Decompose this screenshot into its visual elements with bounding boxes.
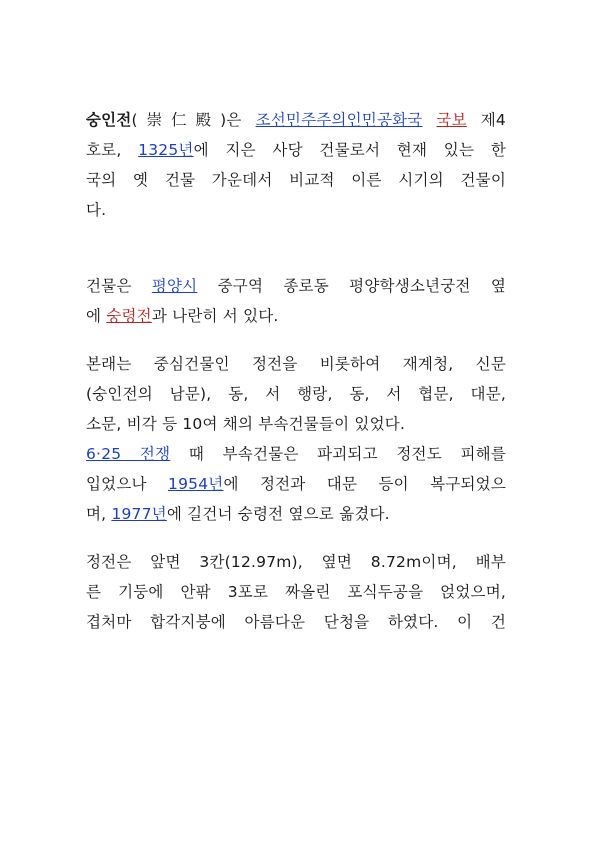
text-fragment: 에 정전과 대문 등이 복구되었으 (223, 475, 506, 493)
text-line (86, 135, 506, 165)
text-line: 소문, 비각 등 10여 채의 부속건물들이 있었다. (86, 415, 406, 433)
text-line (86, 439, 506, 469)
title-term: 숭인전 (86, 111, 132, 129)
text-line (86, 469, 506, 499)
paragraph-location (86, 271, 506, 331)
title-hanja: (崇仁殿)은 (131, 111, 256, 129)
text-fragment: 제4 (466, 111, 506, 129)
link-pyongyang[interactable]: 평양시 (151, 277, 198, 295)
paragraph-spacer (86, 529, 506, 547)
document-page (86, 105, 506, 637)
text-fragment: 중구역 종로동 평양학생소년궁전 옆 (197, 277, 506, 295)
text-line (86, 499, 506, 529)
text-line: 른 기둥에 안팎 3포로 짜올린 포식두공을 얹었으며, (86, 583, 506, 601)
text-line: 겹처마 합각지붕에 아름다운 단청을 하였다. 이 건 (86, 613, 506, 631)
text-fragment: 에 길건너 숭령전 옆으로 옮겼다. (166, 505, 390, 523)
text-fragment: 에 (86, 307, 107, 325)
text-line (86, 271, 506, 301)
text-line: 본래는 중심건물인 정전을 비롯하여 재계청, 신문 (86, 355, 506, 373)
text-fragment: 입었으나 (86, 475, 169, 493)
text-line: 다. (86, 201, 107, 219)
text-line: 정전은 앞면 3칸(12.97m), 옆면 8.72m이며, 배부 (86, 553, 506, 571)
link-year-1954[interactable]: 1954년 (168, 475, 224, 493)
text-space (422, 111, 436, 129)
link-sungnyongjon[interactable]: 숭령전 (106, 307, 152, 325)
paragraph-structure (86, 547, 506, 637)
text-fragment: 과 나란히 서 있다. (151, 307, 279, 325)
paragraph-spacer (86, 225, 506, 271)
text-fragment: 며, (86, 505, 112, 523)
text-line: 국의 옛 건물 가운데서 비교적 이른 시기의 건물이 (86, 171, 506, 189)
paragraph-history (86, 349, 506, 529)
text-line (86, 105, 506, 135)
text-fragment: 건물은 (86, 277, 152, 295)
text-line: (숭인전의 남문), 동, 서 행랑, 동, 서 협문, 대문, (86, 385, 506, 403)
paragraph-intro (86, 105, 506, 225)
link-year-1325[interactable]: 1325년 (138, 141, 194, 159)
link-dprk[interactable]: 조선민주주의인민공화국 (255, 111, 423, 129)
link-korean-war[interactable]: 6·25 전쟁 (86, 445, 171, 463)
paragraph-spacer (86, 331, 506, 349)
link-year-1977[interactable]: 1977년 (111, 505, 167, 523)
text-fragment: 때 부속건물은 파괴되고 정전도 피해를 (170, 445, 507, 463)
text-fragment: 호로, (86, 141, 139, 159)
link-national-treasure[interactable]: 국보 (436, 111, 467, 129)
text-line (86, 301, 506, 331)
text-fragment: 에 지은 사당 건물로서 현재 있는 한 (193, 141, 506, 159)
